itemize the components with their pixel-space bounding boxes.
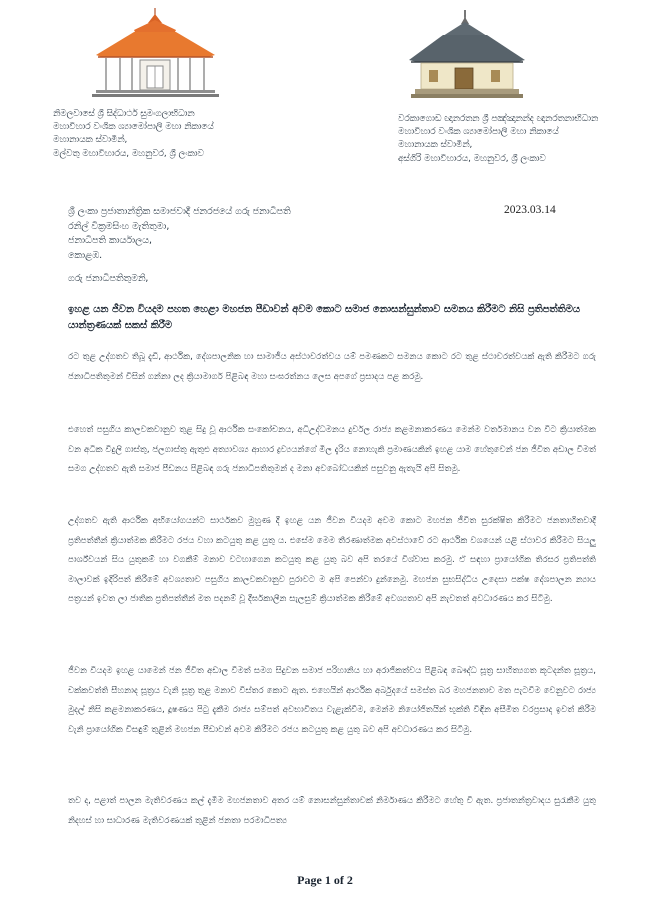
letter-date: 2023.03.14	[504, 204, 556, 216]
body-paragraph: උද්ගතව ඇති ආර්ථික අභියෝගයන්ට සාර්ථකව මුහුණ දී ඉහළ යන ජීවන වියදම අවම කොට මහජන ජීවිත සුරක්ෂිත කිරීමට ජනතාහිතවාදී ප්‍රතිපත්තීන් ක්‍රියාත්මක කිරීමට රජය වහා කටයුතු කළ යුතු ය. එසේම මෙම තීරණාත්මක අවස්ථාවේ රට ආර්ථික වශයෙන් යළි ස්ථාවර කිරීමට සියලු පාර්ශ්වයන් සිය යුතුකම් හා වගකීම් මනාව වටහාගෙන කටයුතු කළ යුතු බව අපි තරයේ විශ්වාස කරමු. ඒ සඳහා ප්‍රායෝගික තිරසර ප්‍රතිපත්ති මාලාවක් ඉදිරිපත් කිරීමේ අවශ්‍යතාව පසුගිය කාලවකවානුව පුරාවට ම අපි පෙන්වා දුන්නෙමු. මහජන සුභසිද්ධිය උදෙසා පක්ෂ දේශපාලන න්‍යාය පත්‍රයන් ඉවත ලා ජාතික ප්‍රතිපත්තීන් මත පදනම් වූ දීර්ඝකාලීන සැලසුම් ක්‍රියාත්මක කිරීමේ අවශ්‍යතාව අපි නැවතත් අවධාරණය කර සිටිමු.	[68, 516, 596, 604]
sender-left-line: මහාවිහාර වංශික ශ්‍යාමෝපාලි මහා නිකායේ	[53, 122, 214, 133]
malwathu-temple-logo	[88, 8, 223, 100]
sender-left-line: මල්වතු මහාවිහාරය, මහනුවර, ශ්‍රී ලංකාව	[53, 148, 204, 159]
recipient-line: රනිල් වික්‍රමසිංහ මැතිතුමා,	[68, 220, 170, 232]
sender-left-line: නිමලවාසේ ශ්‍රී සිද්ධාර්ථ සුමංගලාභිධාන	[53, 109, 195, 119]
body-paragraph: එහෙත් පසුගිය කාලවකවානුව තුළ සිදු වූ ආර්ථික සංකෝචනය, අධිඋද්ධමනය දුර්වල රාජ්‍ය කළමනාකරණය මෙන්ම වර්තමානය වන විට ක්‍රියාත්මක වන අධික විදුලි ගාස්තු, ජලගාස්තු ඇතුළු අත්‍යාවශ්‍ය ආහාර ද්‍රව්‍යයන්ගේ මිල දැරිය නොහැකි ප්‍රමාණයකින් ඉහළ යාම හේතුවෙන් ජන ජීවිත අඩාල වීමත් සමග උද්ගතව ඇති සමාජ පීඩනය පිළිබඳ ගරු ජනාධිපතිතුමන් ද මනා අවබෝධයකින් පසුවනු ඇතැයි අපි සිතමු.	[68, 425, 596, 474]
subject-heading: ඉහළ යන ජීවන වියදම පහත හෙළා මහජන පීඩාවන් අවම කොට සමාජ නොසන්සුන්තාව සමනය කිරීමට නිසි ප්‍රතිපත්තිමය යාන්ත්‍රණයක් සකස් කිරීම	[68, 304, 581, 331]
body-paragraph: ජීවන වියදම ඉහළ යාමෙන් ජන ජීවිත අඩාල වීමත් සමග සිදුවන සමාජ පරිහානිය හා අරාජිකත්වය පිළිබඳ බෞද්ධ සූත්‍ර සාහිත්‍යගත කූටදන්ත සූත්‍රය, චක්කවත්ති සීහනාද සූත්‍රය වැනි සූත්‍ර තුළ මනාව විස්තර කොට ඇත. එහෙයින් ආර්ථික අර්බුදයේ සමස්ත බර මහජනතාව මත පැටවීම වෙනුවට රාජ්‍ය මුදල් නිසි කළමනාකරණය, දූෂණය පිටු දැකීම රාජ්‍ය සම්පත් අවභාවිතය වැළැක්වීම, මෙන්ම නියෝජිතයින් භුක්ති විඳින අසීමිත වරප්‍රසාද ඉවත් කිරීම වැනි ප්‍රායෝගික විසඳුම් තුළින් මහජන පීඩාවන් අවම කිරීමට රජය කටයුතු කළ යුතු බව අපි අවධාරණය කර සිටිමු.	[68, 666, 596, 735]
sender-left-line: මහානායක ස්වාමීන්,	[53, 135, 128, 146]
salutation: ගරු ජනාධිපතිතුමනි,	[68, 273, 149, 284]
sender-right-line: අස්ගිරි මහාවිහාරය, මහනුවර, ශ්‍රී ලංකාව	[398, 153, 546, 164]
body-paragraph: තව ද, පළාත් පාලන මැතිවරණය කල් දැමීම මහජනතාව අතර යම් නොසන්සුන්තාවක් නිර්මාණය කිරීමට හේතු වී ඇත. ප්‍රජාතන්ත්‍රවාදය සුරැකීම යුතු නිදහස් හා සාධාරණ මැතිවරණයක් තුළින් ජනතා පරමාධිපත්‍ය	[68, 796, 596, 826]
recipient-line: කොළඹ.	[68, 249, 103, 261]
sender-right-line: වරකාගොඩ ඥානරතන ශ්‍රී පඤ්ඤානන්ද ඥානරතනාභිධාන	[398, 114, 599, 124]
recipient-address	[68, 205, 291, 263]
body-paragraph: රට තුළ උද්ගතව තිබූ දැඩි, ආර්ථික, දේශපාලනික හා සාමාජීය අස්ථාවරත්වය යම් පමණකට සමනය කොට රට තුළ ස්ථාවරත්වයක් ඇති කිරීමට ගරු ජනාධිපතිතුමන් විසින් ගන්නා ලද ක්‍රියාමාර්ග පිළිබඳ මහා සංඝරත්නය ලෙස අපගේ ප්‍රසාදය පළ කරමු.	[68, 352, 596, 382]
page-number: Page 1 of 2	[297, 873, 353, 887]
sender-right-line: මහාවිහාර වංශික ශ්‍යාමෝපාලි මහා නිකායේ	[398, 127, 559, 138]
asgiri-temple-logo	[405, 8, 530, 103]
recipient-line: ජනාධිපති කාර්යාලය,	[68, 235, 152, 247]
recipient-line: ශ්‍රී ලංකා ප්‍රජාතාන්ත්‍රික සමාජවාදී ජනරජයේ ගරු ජනාධිපති	[68, 206, 291, 217]
sender-left	[53, 108, 303, 161]
sender-right	[398, 113, 648, 166]
sender-right-line: මහානායක ස්වාමීන්,	[398, 140, 473, 151]
